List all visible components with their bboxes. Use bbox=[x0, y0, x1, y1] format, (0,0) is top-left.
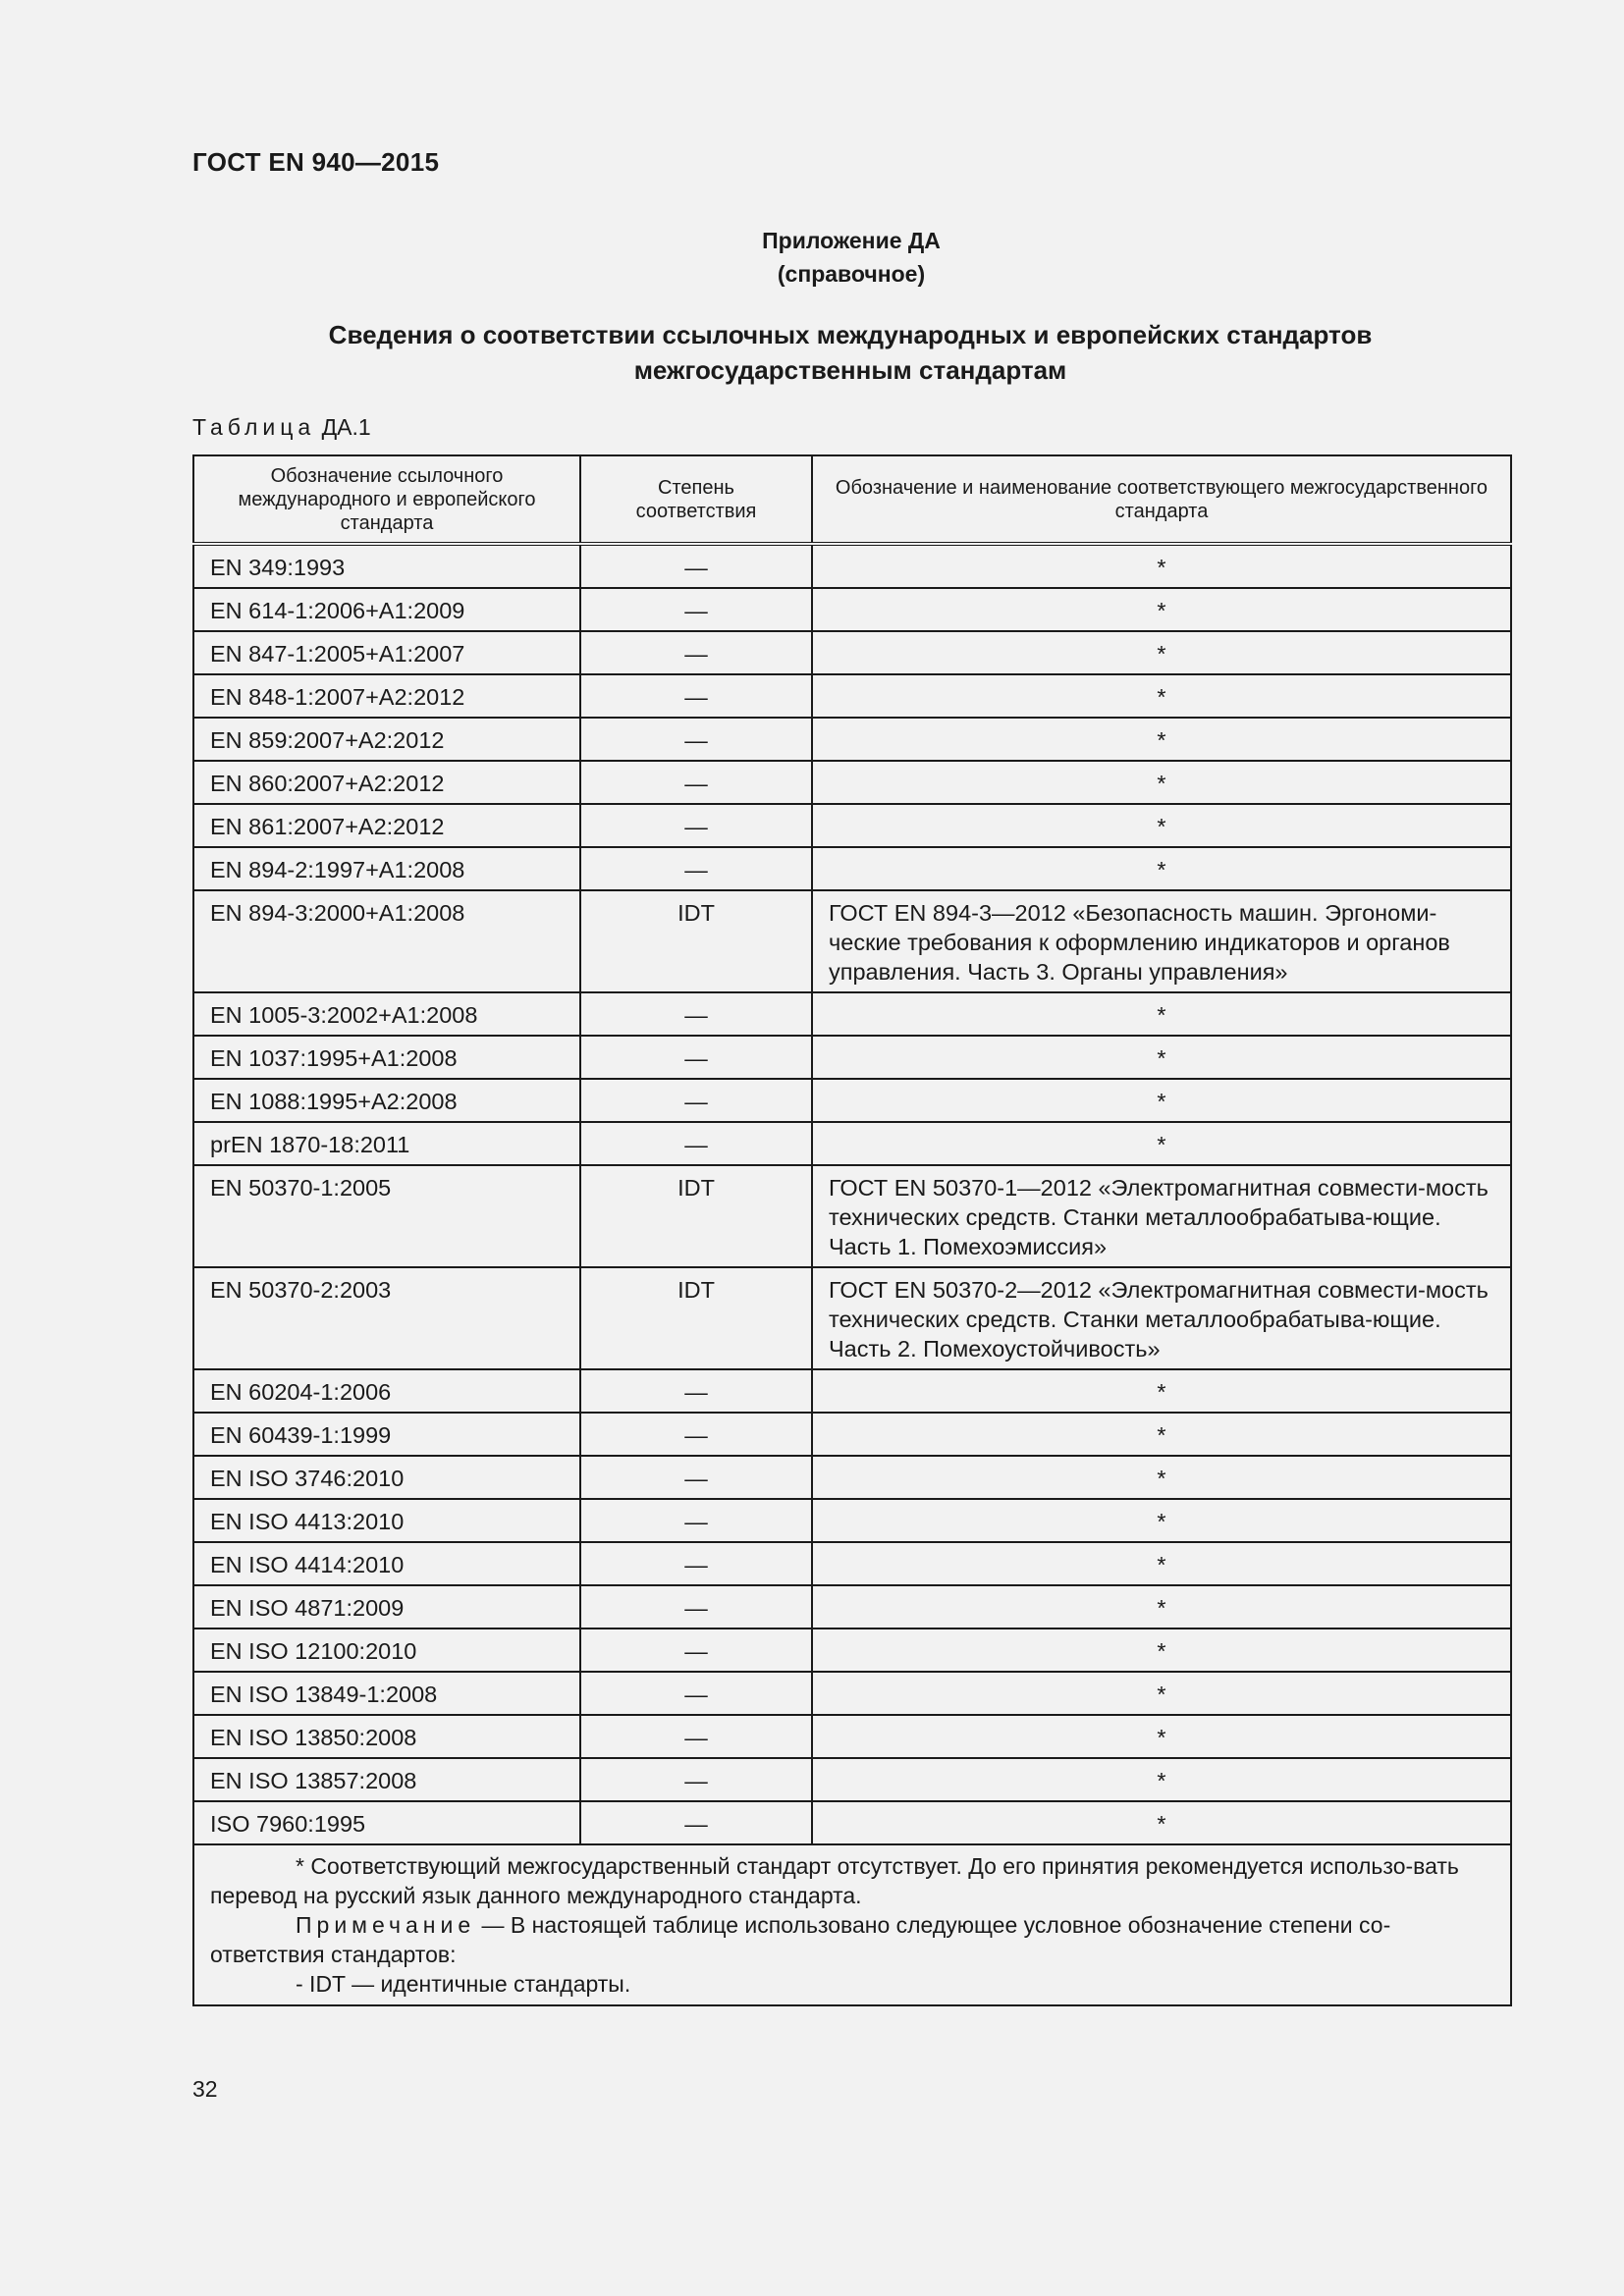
cell-interstate-standard: * bbox=[812, 674, 1511, 718]
table-row bbox=[193, 674, 1511, 718]
cell-reference-standard: EN 859:2007+A2:2012 bbox=[193, 718, 580, 761]
cell-reference-standard: EN 894-3:2000+A1:2008 bbox=[193, 890, 580, 992]
table-row bbox=[193, 1036, 1511, 1079]
table-header-row bbox=[193, 455, 1511, 544]
cell-reference-standard: EN ISO 12100:2010 bbox=[193, 1629, 580, 1672]
cell-reference-standard: EN 1088:1995+A2:2008 bbox=[193, 1079, 580, 1122]
note-label: Примечание bbox=[296, 1912, 476, 1938]
table-row bbox=[193, 1585, 1511, 1629]
appendix-heading bbox=[0, 224, 1624, 291]
cell-interstate-standard: ГОСТ EN 894-3—2012 «Безопасность машин. Эргономи-ческие требования к оформлению индикаторов и органов управления. Часть 3. Органы управления» bbox=[812, 890, 1511, 992]
cell-reference-standard: EN 614-1:2006+A1:2009 bbox=[193, 588, 580, 631]
table-row bbox=[193, 631, 1511, 674]
cell-degree: — bbox=[580, 718, 812, 761]
cell-degree: IDT bbox=[580, 1267, 812, 1369]
table-row bbox=[193, 1715, 1511, 1758]
cell-degree: — bbox=[580, 1672, 812, 1715]
section-title bbox=[192, 317, 1508, 388]
cell-degree: — bbox=[580, 544, 812, 588]
table-row bbox=[193, 1165, 1511, 1267]
cell-interstate-standard: * bbox=[812, 1122, 1511, 1165]
table-row bbox=[193, 1456, 1511, 1499]
table-row bbox=[193, 1672, 1511, 1715]
cell-interstate-standard: * bbox=[812, 1672, 1511, 1715]
table-row bbox=[193, 992, 1511, 1036]
cell-interstate-standard: ГОСТ EN 50370-1—2012 «Электромагнитная совмести-мость технических средств. Станки металлообрабатыва-ющие. Часть 1. Помехоэмиссия» bbox=[812, 1165, 1511, 1267]
cell-degree: — bbox=[580, 1456, 812, 1499]
header-degree: Степень соответствия bbox=[580, 455, 812, 544]
cell-degree: — bbox=[580, 1079, 812, 1122]
cell-degree: — bbox=[580, 674, 812, 718]
cell-reference-standard: EN ISO 4414:2010 bbox=[193, 1542, 580, 1585]
cell-reference-standard: EN 861:2007+A2:2012 bbox=[193, 804, 580, 847]
cell-reference-standard: EN 50370-2:2003 bbox=[193, 1267, 580, 1369]
appendix-title: Приложение ДА bbox=[762, 228, 941, 253]
cell-degree: — bbox=[580, 761, 812, 804]
table-row bbox=[193, 847, 1511, 890]
table-caption-word: Таблица bbox=[192, 414, 316, 440]
table-row bbox=[193, 1413, 1511, 1456]
cell-reference-standard: EN 1005-3:2002+A1:2008 bbox=[193, 992, 580, 1036]
cell-degree: IDT bbox=[580, 1165, 812, 1267]
header-reference-standard: Обозначение ссылочного международного и европейского стандарта bbox=[193, 455, 580, 544]
cell-degree: — bbox=[580, 1629, 812, 1672]
note bbox=[210, 1910, 1494, 1969]
table-row bbox=[193, 804, 1511, 847]
cell-interstate-standard: * bbox=[812, 992, 1511, 1036]
table-row bbox=[193, 588, 1511, 631]
cell-interstate-standard: * bbox=[812, 1036, 1511, 1079]
table-row bbox=[193, 1267, 1511, 1369]
cell-degree: — bbox=[580, 1585, 812, 1629]
document-code: ГОСТ EN 940—2015 bbox=[192, 147, 440, 177]
cell-reference-standard: EN ISO 4871:2009 bbox=[193, 1585, 580, 1629]
cell-degree: — bbox=[580, 992, 812, 1036]
table-notes-row bbox=[193, 1844, 1511, 2005]
cell-interstate-standard: * bbox=[812, 1369, 1511, 1413]
cell-reference-standard: prEN 1870-18:2011 bbox=[193, 1122, 580, 1165]
cell-interstate-standard: * bbox=[812, 1629, 1511, 1672]
table-row bbox=[193, 890, 1511, 992]
cell-degree: — bbox=[580, 1369, 812, 1413]
cell-degree: — bbox=[580, 804, 812, 847]
table-row bbox=[193, 1758, 1511, 1801]
standards-table bbox=[192, 454, 1512, 2006]
cell-interstate-standard: * bbox=[812, 847, 1511, 890]
table-notes bbox=[193, 1844, 1511, 2005]
cell-interstate-standard: * bbox=[812, 631, 1511, 674]
note-item: - IDT — идентичные стандарты. bbox=[296, 1971, 631, 1997]
table-row bbox=[193, 1499, 1511, 1542]
cell-degree: IDT bbox=[580, 890, 812, 992]
cell-interstate-standard: * bbox=[812, 1715, 1511, 1758]
header-interstate-standard: Обозначение и наименование соответствующего межгосударственного стандарта bbox=[812, 455, 1511, 544]
table-caption bbox=[192, 414, 371, 441]
cell-interstate-standard: ГОСТ EN 50370-2—2012 «Электромагнитная совмести-мость технических средств. Станки металлообрабатыва-ющие. Часть 2. Помехоустойчивость» bbox=[812, 1267, 1511, 1369]
page-number: 32 bbox=[192, 2076, 218, 2102]
cell-interstate-standard: * bbox=[812, 544, 1511, 588]
cell-reference-standard: EN ISO 3746:2010 bbox=[193, 1456, 580, 1499]
cell-interstate-standard: * bbox=[812, 1585, 1511, 1629]
cell-reference-standard: EN 60439-1:1999 bbox=[193, 1413, 580, 1456]
table-row bbox=[193, 544, 1511, 588]
cell-reference-standard: EN 894-2:1997+A1:2008 bbox=[193, 847, 580, 890]
cell-reference-standard: EN 848-1:2007+A2:2012 bbox=[193, 674, 580, 718]
cell-reference-standard: EN 349:1993 bbox=[193, 544, 580, 588]
cell-degree: — bbox=[580, 1122, 812, 1165]
cell-reference-standard: ISO 7960:1995 bbox=[193, 1801, 580, 1844]
cell-degree: — bbox=[580, 631, 812, 674]
cell-interstate-standard: * bbox=[812, 1542, 1511, 1585]
note-text: — В настоящей таблице использовано следующее условное обозначение степени со-ответствия стандартов: bbox=[210, 1912, 1391, 1967]
cell-degree: — bbox=[580, 1036, 812, 1079]
cell-interstate-standard: * bbox=[812, 1758, 1511, 1801]
cell-degree: — bbox=[580, 1801, 812, 1844]
cell-degree: — bbox=[580, 1499, 812, 1542]
cell-reference-standard: EN ISO 13850:2008 bbox=[193, 1715, 580, 1758]
cell-reference-standard: EN 860:2007+A2:2012 bbox=[193, 761, 580, 804]
cell-reference-standard: EN 1037:1995+A1:2008 bbox=[193, 1036, 580, 1079]
cell-reference-standard: EN 50370-1:2005 bbox=[193, 1165, 580, 1267]
table-row bbox=[193, 1801, 1511, 1844]
cell-interstate-standard: * bbox=[812, 1079, 1511, 1122]
cell-interstate-standard: * bbox=[812, 1456, 1511, 1499]
cell-reference-standard: EN ISO 13857:2008 bbox=[193, 1758, 580, 1801]
cell-degree: — bbox=[580, 1715, 812, 1758]
cell-degree: — bbox=[580, 847, 812, 890]
table-row bbox=[193, 1629, 1511, 1672]
table-row bbox=[193, 718, 1511, 761]
cell-degree: — bbox=[580, 1542, 812, 1585]
table-row bbox=[193, 761, 1511, 804]
cell-interstate-standard: * bbox=[812, 761, 1511, 804]
table-row bbox=[193, 1122, 1511, 1165]
footnote: * Соответствующий межгосударственный стандарт отсутствует. До его принятия рекомендуется использо-вать перевод на русский язык данного международного стандарта. bbox=[210, 1853, 1459, 1908]
appendix-type: (справочное) bbox=[777, 261, 926, 287]
cell-degree: — bbox=[580, 1758, 812, 1801]
cell-interstate-standard: * bbox=[812, 1801, 1511, 1844]
cell-interstate-standard: * bbox=[812, 1499, 1511, 1542]
table-row bbox=[193, 1369, 1511, 1413]
cell-degree: — bbox=[580, 588, 812, 631]
cell-reference-standard: EN ISO 4413:2010 bbox=[193, 1499, 580, 1542]
table-row bbox=[193, 1542, 1511, 1585]
section-title-line-2: межгосударственным стандартам bbox=[633, 355, 1067, 385]
table-row bbox=[193, 1079, 1511, 1122]
table-body bbox=[193, 544, 1511, 1844]
cell-interstate-standard: * bbox=[812, 804, 1511, 847]
cell-interstate-standard: * bbox=[812, 1413, 1511, 1456]
cell-reference-standard: EN ISO 13849-1:2008 bbox=[193, 1672, 580, 1715]
cell-degree: — bbox=[580, 1413, 812, 1456]
cell-reference-standard: EN 847-1:2005+A1:2007 bbox=[193, 631, 580, 674]
cell-interstate-standard: * bbox=[812, 718, 1511, 761]
cell-reference-standard: EN 60204-1:2006 bbox=[193, 1369, 580, 1413]
section-title-line-1: Сведения о соответствии ссылочных международных и европейских стандартов bbox=[328, 320, 1373, 349]
cell-interstate-standard: * bbox=[812, 588, 1511, 631]
table-caption-id: ДА.1 bbox=[321, 414, 371, 440]
